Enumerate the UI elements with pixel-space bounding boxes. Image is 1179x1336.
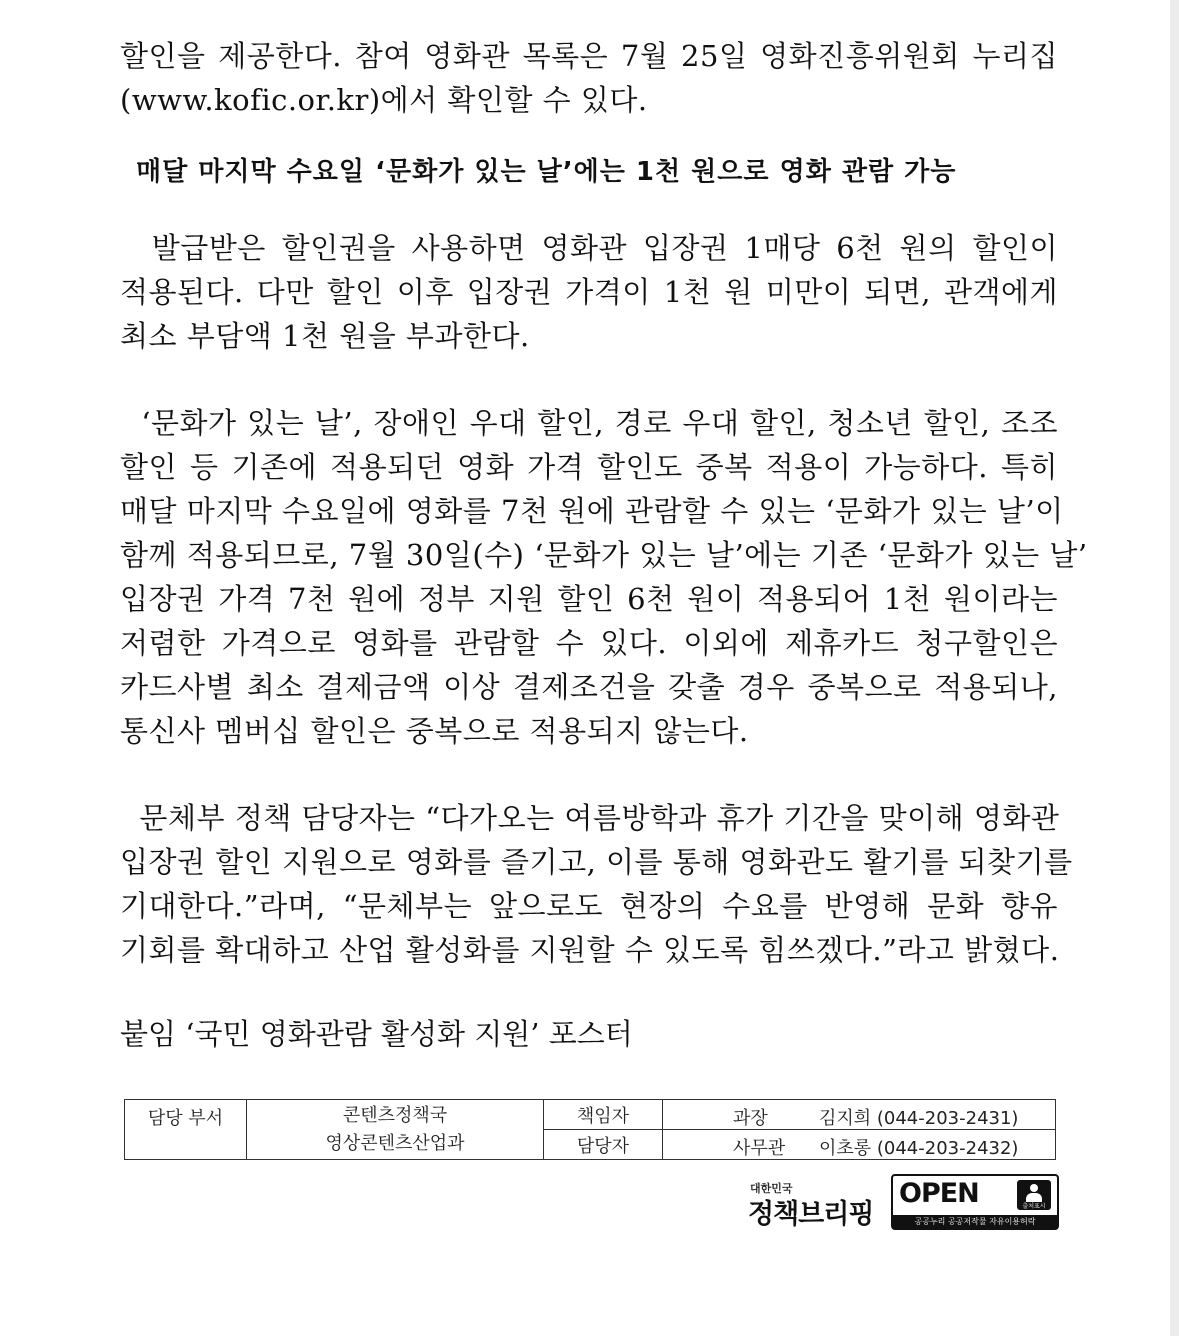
text-line: 발급받은 할인권을 사용하면 영화관 입장권 1매당 6천 원의 할인이 — [120, 231, 1058, 265]
dept-name-cell — [247, 1100, 544, 1160]
text-line: 매달 마지막 수요일에 영화를 7천 원에 관람할 수 있는 ‘문화가 있는 날’이 — [120, 494, 1064, 528]
viewer-right-edge — [1170, 0, 1179, 1336]
text-line: 통신사 멤버십 할인은 중복으로 적용되지 않는다. — [120, 714, 749, 748]
person-name-phone: 김지희 (044-203-2431) — [819, 1108, 1019, 1129]
text-line: 기회를 확대하고 산업 활성화를 지원할 수 있도록 힘쓰겠다.”라고 밝혔다. — [120, 933, 1060, 967]
text-line: 입장권 할인 지원으로 영화를 즐기고, 이를 통해 영화관도 활기를 되찾기를 — [120, 845, 1073, 879]
text-line: 함께 적용되므로, 7월 30일(수) ‘문화가 있는 날’에는 기존 ‘문화가 있는 날’ — [120, 538, 1088, 572]
open-logo-text: OPEN — [899, 1178, 979, 1209]
briefing-logo-text: 정책브리핑 — [748, 1199, 874, 1230]
dept-division: 영상콘텐츠산업과 — [325, 1132, 465, 1154]
role-cell: 책임자 — [544, 1100, 663, 1130]
table-row — [125, 1100, 1056, 1130]
dept-label-cell: 담당 부서 — [125, 1100, 247, 1160]
text-line: 저렴한 가격으로 영화를 관람할 수 있다. 이외에 제휴카드 청구할인은 — [120, 626, 1058, 660]
paragraph-duplicate-discount — [120, 401, 1088, 753]
attribution-person-icon — [1017, 1180, 1051, 1210]
text-line: 최소 부담액 1천 원을 부과한다. — [120, 319, 530, 353]
person-name-phone: 이초롱 (044-203-2432) — [819, 1138, 1019, 1159]
kogl-open-badge — [891, 1174, 1059, 1230]
text-line: 할인을 제공한다. 참여 영화관 목록은 7월 25일 영화진흥위원회 누리집 — [120, 39, 1058, 73]
attachment-note: 붙임 ‘국민 영화관람 활성화 지원’ 포스터 — [120, 1017, 633, 1051]
text-line: 카드사별 최소 결제금액 이상 결제조건을 갖출 경우 중복으로 적용되나, — [120, 670, 1058, 704]
dept-bureau: 콘텐츠정책국 — [342, 1104, 448, 1126]
text-line: ‘문화가 있는 날’, 장애인 우대 할인, 경로 우대 할인, 청소년 할인, 조조 — [120, 406, 1058, 440]
person-title: 사무관 — [733, 1138, 786, 1159]
text-line: 입장권 가격 7천 원에 정부 지원 할인 6천 원이 적용되어 1천 원이라는 — [120, 582, 1058, 616]
open-license-bar: 공공누리 공공저작물 자유이용허락 — [893, 1215, 1057, 1228]
person-title: 과장 — [733, 1108, 768, 1129]
text-line: (www.kofic.or.kr)에서 확인할 수 있다. — [120, 83, 648, 117]
person-cell — [663, 1130, 1056, 1160]
document-body — [120, 34, 1088, 1056]
text-line: 할인 등 기존에 적용되던 영화 가격 할인도 중복 적용이 가능하다. 특히 — [120, 450, 1058, 484]
policy-briefing-logo — [748, 1176, 874, 1230]
text-line: 기대한다.”라며, “문체부는 앞으로도 현장의 수요를 반영해 문화 향유 — [120, 889, 1058, 923]
paragraph-discount — [120, 226, 1058, 358]
contact-table — [124, 1099, 1056, 1160]
section-heading: 매달 마지막 수요일 ‘문화가 있는 날’에는 1천 원으로 영화 관람 가능 — [136, 157, 957, 187]
attribution-label: 출처표시 — [1022, 1203, 1046, 1210]
paragraph-quote — [120, 796, 1073, 972]
text-line: 적용된다. 다만 할인 이후 입장권 가격이 1천 원 미만이 되면, 관객에게 — [120, 275, 1058, 309]
paragraph-intro — [120, 34, 1058, 122]
role-cell: 담당자 — [544, 1130, 663, 1160]
text-line: 문체부 정책 담당자는 “다가오는 여름방학과 휴가 기간을 맞이해 영화관 — [120, 801, 1060, 835]
briefing-logo-small-text: 대한민국 — [750, 1182, 793, 1195]
person-cell — [663, 1100, 1056, 1130]
